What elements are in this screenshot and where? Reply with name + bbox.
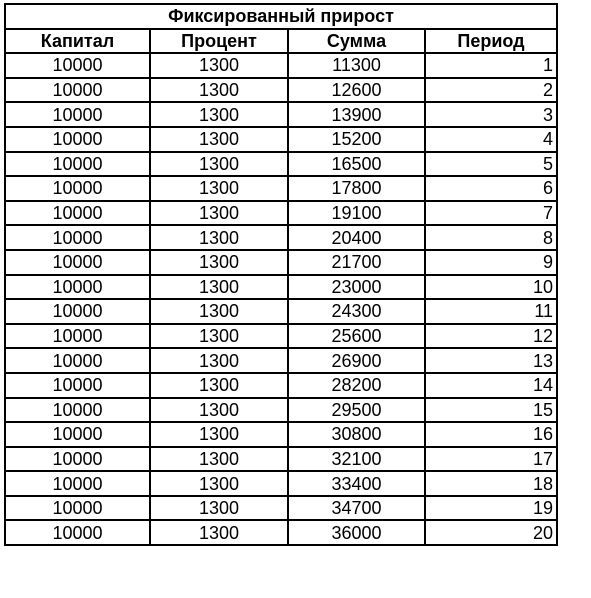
cell-sum: 26900 [288, 348, 425, 373]
table-row [5, 471, 557, 496]
cell-percent: 1300 [150, 102, 288, 127]
cell-capital: 10000 [5, 152, 150, 177]
table-row [5, 53, 557, 78]
cell-period: 3 [425, 102, 557, 127]
table-row [5, 201, 557, 226]
cell-capital: 10000 [5, 225, 150, 250]
cell-sum: 20400 [288, 225, 425, 250]
cell-percent: 1300 [150, 398, 288, 423]
table-row [5, 348, 557, 373]
table-row [5, 299, 557, 324]
cell-sum: 15200 [288, 127, 425, 152]
cell-sum: 34700 [288, 496, 425, 521]
cell-sum: 13900 [288, 102, 425, 127]
cell-period: 14 [425, 373, 557, 398]
cell-sum: 32100 [288, 447, 425, 472]
cell-percent: 1300 [150, 324, 288, 349]
cell-capital: 10000 [5, 250, 150, 275]
header-capital: Капитал [5, 29, 150, 54]
cell-percent: 1300 [150, 496, 288, 521]
cell-period: 4 [425, 127, 557, 152]
cell-capital: 10000 [5, 176, 150, 201]
cell-percent: 1300 [150, 201, 288, 226]
header-period: Период [425, 29, 557, 54]
cell-percent: 1300 [150, 422, 288, 447]
fixed-growth-table [4, 3, 558, 546]
cell-capital: 10000 [5, 520, 150, 545]
cell-period: 17 [425, 447, 557, 472]
cell-capital: 10000 [5, 471, 150, 496]
cell-capital: 10000 [5, 275, 150, 300]
cell-capital: 10000 [5, 102, 150, 127]
table-row [5, 225, 557, 250]
cell-period: 9 [425, 250, 557, 275]
cell-period: 15 [425, 398, 557, 423]
table-row [5, 496, 557, 521]
cell-sum: 29500 [288, 398, 425, 423]
cell-percent: 1300 [150, 152, 288, 177]
cell-period: 1 [425, 53, 557, 78]
table-row [5, 102, 557, 127]
table-body [5, 53, 557, 545]
cell-percent: 1300 [150, 520, 288, 545]
cell-percent: 1300 [150, 176, 288, 201]
cell-percent: 1300 [150, 471, 288, 496]
table-row [5, 422, 557, 447]
table-row [5, 78, 557, 103]
cell-percent: 1300 [150, 225, 288, 250]
cell-period: 7 [425, 201, 557, 226]
cell-capital: 10000 [5, 398, 150, 423]
cell-percent: 1300 [150, 348, 288, 373]
cell-sum: 36000 [288, 520, 425, 545]
cell-capital: 10000 [5, 447, 150, 472]
table-row [5, 324, 557, 349]
cell-percent: 1300 [150, 250, 288, 275]
cell-sum: 24300 [288, 299, 425, 324]
cell-sum: 16500 [288, 152, 425, 177]
table-row [5, 127, 557, 152]
table-row [5, 275, 557, 300]
cell-period: 13 [425, 348, 557, 373]
cell-period: 18 [425, 471, 557, 496]
cell-capital: 10000 [5, 422, 150, 447]
cell-capital: 10000 [5, 201, 150, 226]
table-title: Фиксированный прирост [5, 4, 557, 29]
cell-capital: 10000 [5, 496, 150, 521]
cell-period: 11 [425, 299, 557, 324]
table-row [5, 447, 557, 472]
table-row [5, 373, 557, 398]
cell-percent: 1300 [150, 299, 288, 324]
cell-period: 19 [425, 496, 557, 521]
cell-capital: 10000 [5, 78, 150, 103]
cell-percent: 1300 [150, 373, 288, 398]
table-row [5, 176, 557, 201]
cell-sum: 23000 [288, 275, 425, 300]
cell-sum: 33400 [288, 471, 425, 496]
cell-sum: 17800 [288, 176, 425, 201]
cell-sum: 25600 [288, 324, 425, 349]
cell-percent: 1300 [150, 127, 288, 152]
cell-capital: 10000 [5, 127, 150, 152]
title-row [5, 4, 557, 29]
cell-percent: 1300 [150, 53, 288, 78]
spreadsheet-table-region [4, 3, 558, 546]
header-sum: Сумма [288, 29, 425, 54]
cell-capital: 10000 [5, 299, 150, 324]
cell-sum: 21700 [288, 250, 425, 275]
cell-percent: 1300 [150, 78, 288, 103]
header-percent: Процент [150, 29, 288, 54]
cell-period: 16 [425, 422, 557, 447]
cell-sum: 19100 [288, 201, 425, 226]
cell-sum: 28200 [288, 373, 425, 398]
cell-period: 5 [425, 152, 557, 177]
table-row [5, 398, 557, 423]
cell-period: 20 [425, 520, 557, 545]
cell-capital: 10000 [5, 348, 150, 373]
cell-period: 12 [425, 324, 557, 349]
header-row [5, 29, 557, 54]
cell-period: 2 [425, 78, 557, 103]
cell-capital: 10000 [5, 53, 150, 78]
cell-percent: 1300 [150, 447, 288, 472]
cell-period: 10 [425, 275, 557, 300]
cell-capital: 10000 [5, 373, 150, 398]
cell-percent: 1300 [150, 275, 288, 300]
cell-sum: 30800 [288, 422, 425, 447]
table-row [5, 152, 557, 177]
table-row [5, 250, 557, 275]
cell-capital: 10000 [5, 324, 150, 349]
cell-sum: 12600 [288, 78, 425, 103]
cell-period: 6 [425, 176, 557, 201]
cell-period: 8 [425, 225, 557, 250]
cell-sum: 11300 [288, 53, 425, 78]
table-row [5, 520, 557, 545]
